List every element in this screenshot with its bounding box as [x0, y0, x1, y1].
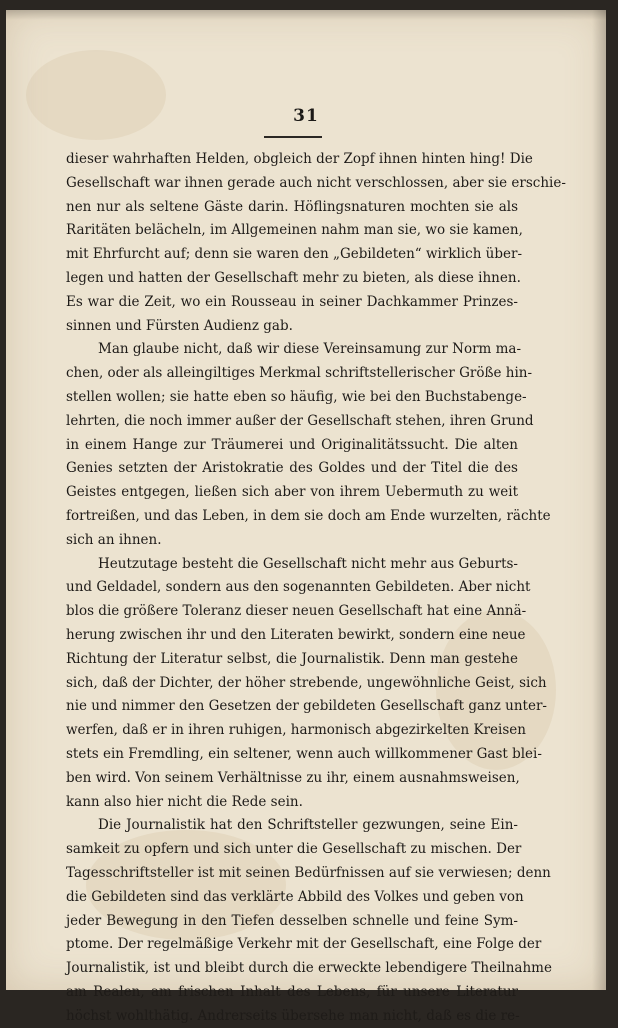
- text-line: nie und nimmer den Gesetzen der gebildeten Gesellschaft ganz unter-: [66, 698, 547, 715]
- text-line: jeder Bewegung in den Tiefen desselben schnelle und feine Sym-: [66, 912, 518, 929]
- text-line: am Realen, am frischen Inhalt des Lebens, für unsere Literatur: [66, 983, 518, 1000]
- text-line: Heutzutage besteht die Gesellschaft nicht mehr aus Geburts-: [98, 555, 518, 572]
- text-line: blos die größere Toleranz dieser neuen Gesellschaft hat eine Annä-: [66, 603, 527, 620]
- text-line: und Geldadel, sondern aus den sogenannten Gebildeten. Aber nicht: [66, 579, 531, 596]
- text-line: Richtung der Literatur selbst, die Journalistik. Denn man gestehe: [66, 650, 518, 667]
- text-line: in einem Hange zur Träumerei und Originalitätssucht. Die alten: [66, 436, 518, 453]
- text-line: legen und hatten der Gesellschaft mehr zu bieten, als diese ihnen.: [66, 269, 521, 286]
- text-line: kann also hier nicht die Rede sein.: [66, 793, 303, 810]
- text-line: samkeit zu opfern und sich unter die Gesellschaft zu mischen. Der: [66, 841, 522, 858]
- text-line: Es war die Zeit, wo ein Rousseau in seiner Dachkammer Prinzes-: [66, 293, 518, 310]
- text-line: höchst wohlthätig. Andrerseits übersehe man nicht, daß es die re-: [66, 1007, 520, 1024]
- text-line: stellen wollen; sie hatte eben so häufig, wie bei den Buchstabenge-: [66, 388, 527, 405]
- text-line: fortreißen, und das Leben, in dem sie doch am Ende wurzelten, rächte: [66, 507, 551, 524]
- text-line: Geistes entgegen, ließen sich aber von ihrem Uebermuth zu weit: [66, 484, 518, 501]
- text-line: chen, oder als alleingiltiges Merkmal schriftstellerischer Größe hin-: [66, 365, 533, 382]
- text-line: ptome. Der regelmäßige Verkehr mit der Gesellschaft, eine Folge der: [66, 936, 542, 953]
- text-line: ben wird. Von seinem Verhältnisse zu ihr, einem ausnahmsweisen,: [66, 769, 520, 786]
- text-line: Genies setzten der Aristokratie des Goldes und der Titel die des: [66, 460, 518, 477]
- text-line: Man glaube nicht, daß wir diese Vereinsamung zur Norm ma-: [98, 341, 522, 358]
- text-line: Journalistik, ist und bleibt durch die erweckte lebendigere Theilnahme: [66, 960, 552, 977]
- text-line: die Gebildeten sind das verklärte Abbild des Volkes und geben von: [66, 888, 524, 905]
- text-line: sich, daß der Dichter, der höher strebende, ungewöhnliche Geist, sich: [66, 674, 547, 691]
- body-text: [66, 148, 566, 1028]
- page-top-shadow: [6, 10, 606, 20]
- text-line: Die Journalistik hat den Schriftsteller gezwungen, seine Ein-: [98, 817, 518, 834]
- text-line: Gesellschaft war ihnen gerade auch nicht verschlossen, aber sie erschie-: [66, 174, 566, 191]
- text-line: stets ein Fremdling, ein seltener, wenn auch willkommener Gast blei-: [66, 745, 542, 762]
- text-line: Raritäten belächeln, im Allgemeinen nahm man sie, wo sie kamen,: [66, 222, 523, 239]
- text-line: sinnen und Fürsten Audienz gab.: [66, 317, 293, 334]
- page-number: 31: [293, 106, 319, 126]
- book-page: [6, 10, 606, 1024]
- text-line: dieser wahrhaften Helden, obgleich der Zopf ihnen hinten hing! Die: [66, 151, 533, 167]
- page-right-shadow: [592, 10, 606, 990]
- paper-stain: [26, 50, 166, 140]
- text-line: lehrten, die noch immer außer der Gesellschaft stehen, ihren Grund: [66, 412, 534, 429]
- text-line: werfen, daß er in ihren ruhigen, harmonisch abgezirkelten Kreisen: [66, 722, 526, 739]
- text-line: sich an ihnen.: [66, 531, 162, 548]
- page-number-rule: [264, 136, 322, 138]
- text-line: herung zwischen ihr und den Literaten bewirkt, sondern eine neue: [66, 626, 526, 643]
- text-line: mit Ehrfurcht auf; denn sie waren den „Gebildeten“ wirklich über-: [66, 246, 523, 263]
- text-line: Tagesschriftsteller ist mit seinen Bedürfnissen auf sie verwiesen; denn: [66, 864, 551, 881]
- text-line: nen nur als seltene Gäste darin. Höflingsnaturen mochten sie als: [66, 198, 518, 215]
